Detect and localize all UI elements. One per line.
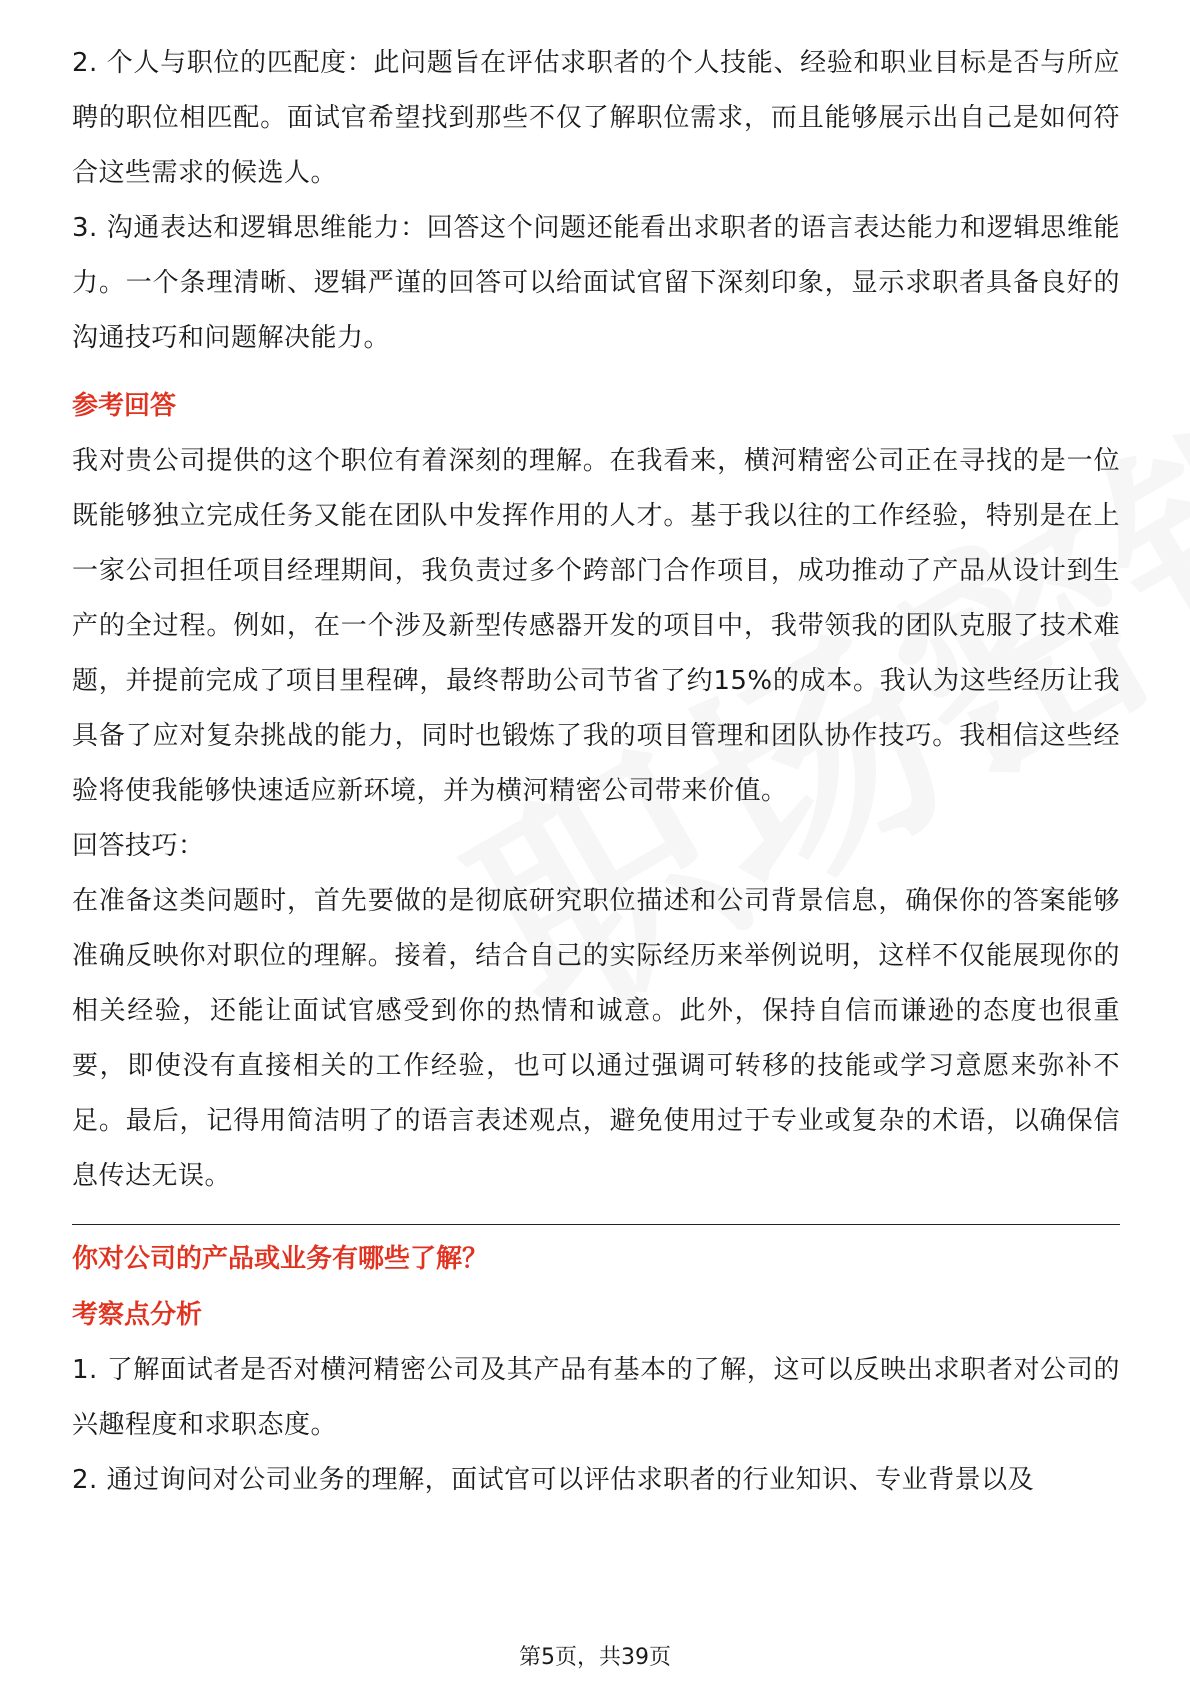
section-divider <box>72 1224 1120 1225</box>
analysis-heading: 考察点分析 <box>72 1300 203 1330</box>
answer-tips-label: 回答技巧： <box>72 831 205 861</box>
document-page <box>72 36 1120 1508</box>
item-3-paragraph: 3. 沟通表达和逻辑思维能力：回答这个问题还能看出求职者的语言表达能力和逻辑思维能力。一个条理清晰、逻辑严谨的回答可以给面试官留下深刻印象，显示求职者具备良好的沟通技巧和问题解决能力。 <box>72 213 1120 353</box>
analysis-item-1: 1. 了解面试者是否对横河精密公司及其产品有基本的了解，这可以反映出求职者对公司的兴趣程度和求职态度。 <box>72 1355 1120 1440</box>
question-heading: 你对公司的产品或业务有哪些了解？ <box>72 1244 489 1274</box>
page-number-footer: 第5页，共39页 <box>519 1645 671 1670</box>
item-2-paragraph: 2. 个人与职位的匹配度：此问题旨在评估求职者的个人技能、经验和职业目标是否与所应聘的职位相匹配。面试官希望找到那些不仅了解职位需求，而且能够展示出自己是如何符合这些需求的候选人。 <box>72 48 1120 188</box>
answer-tips-paragraph: 在准备这类问题时，首先要做的是彻底研究职位描述和公司背景信息，确保你的答案能够准确反映你对职位的理解。接着，结合自己的实际经历来举例说明，这样不仅能展现你的相关经验，还能让面试官感受到你的热情和诚意。此外，保持自信而谦逊的态度也很重要，即使没有直接相关的工作经验，也可以通过强调可转移的技能或学习意愿来弥补不足。最后，记得用简洁明了的语言表述观点，避免使用过于专业或复杂的术语，以确保信息传达无误。 <box>72 886 1120 1191</box>
analysis-item-2: 2. 通过询问对公司业务的理解，面试官可以评估求职者的行业知识、专业背景以及 <box>72 1465 1035 1495</box>
reference-answer-paragraph: 我对贵公司提供的这个职位有着深刻的理解。在我看来，横河精密公司正在寻找的是一位既能够独立完成任务又能在团队中发挥作用的人才。基于我以往的工作经验，特别是在上一家公司担任项目经理期间，我负责过多个跨部门合作项目，成功推动了产品从设计到生产的全过程。例如，在一个涉及新型传感器开发的项目中，我带领我的团队克服了技术难题，并提前完成了项目里程碑，最终帮助公司节省了约15%的成本。我认为这些经历让我具备了应对复杂挑战的能力，同时也锻炼了我的项目管理和团队协作技巧。我相信这些经验将使我能够快速适应新环境，并为横河精密公司带来价值。 <box>72 446 1120 806</box>
reference-answer-heading: 参考回答 <box>72 391 177 421</box>
